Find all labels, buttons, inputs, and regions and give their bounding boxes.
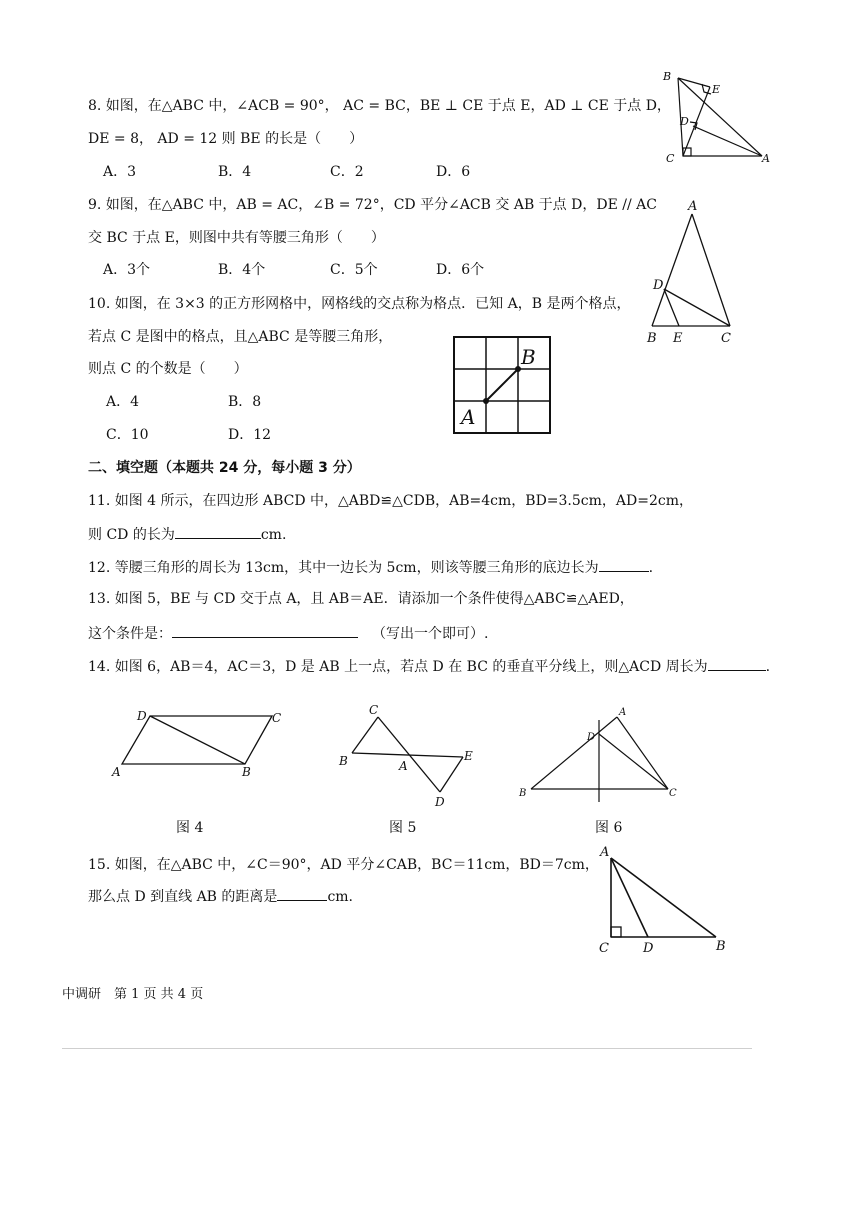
fig4-label-c: C <box>272 711 282 725</box>
q9-fig-label-c: C <box>721 331 731 346</box>
q8-option-a: A．3 <box>103 164 137 180</box>
q15-line1: 15. 如图，在△ABC 中，∠C＝90°，AD 平分∠CAB，BC＝11cm，BD＝7cm， <box>88 857 599 873</box>
q12-pre: 12. 等腰三角形的周长为 13cm，其中一边长为 5cm，则该等腰三角形的底边长为 <box>88 560 599 576</box>
q9-line2: 交 BC 于点 E，则图中共有等腰三角形（ ） <box>88 230 385 246</box>
q8-line1: 8. 如图，在△ABC 中，∠ACB = 90°， AC = BC，BE ⊥ CE 于点 E，AD ⊥ CE 于点 D， <box>88 98 671 114</box>
q9-fig-label-e: E <box>673 331 683 346</box>
q9-fig-label-b: B <box>647 331 657 346</box>
fig6-label-c: C <box>669 788 677 799</box>
fig4-caption: 图 4 <box>176 820 204 836</box>
q10-option-d: D．12 <box>228 427 272 443</box>
q13-line2-post: （写出一个即可）. <box>372 626 489 642</box>
page-divider <box>62 1048 752 1049</box>
q15-line2 <box>88 886 353 906</box>
q15-answer-blank[interactable] <box>277 886 327 901</box>
q9-line1: 9. 如图，在△ABC 中，AB = AC，∠B = 72°，CD 平分∠ACB 交 AB 于点 D，DE // AC <box>88 197 657 213</box>
q8-fig-label-b: B <box>663 70 672 83</box>
q8-fig-label-c: C <box>666 152 675 165</box>
q13-answer-blank[interactable] <box>172 623 358 638</box>
fig6-label-b: B <box>519 788 527 799</box>
q15-fig-label-c: C <box>599 941 609 956</box>
q14-line <box>88 656 770 676</box>
q11-line1: 11. 如图 4 所示，在四边形 ABCD 中，△ABD≌△CDB，AB=4cm，BD=3.5cm，AD=2cm， <box>88 493 693 509</box>
section-title-fill-in: 二、填空题（本题共 24 分，每小题 3 分） <box>88 460 361 476</box>
q8-fig-label-d: D <box>680 115 689 128</box>
q13-line2-pre: 这个条件是： <box>88 626 172 642</box>
fig5-label-b: B <box>339 754 348 768</box>
fig5-label-c: C <box>369 703 379 717</box>
q14-pre: 14. 如图 6，AB＝4，AC＝3，D 是 AB 上一点，若点 D 在 BC 的垂直平分线上，则△ACD 周长为 <box>88 659 708 675</box>
fig5-label-e: E <box>464 749 473 763</box>
q10-line3: 则点 C 的个数是（ ） <box>88 361 248 377</box>
q9-option-d: D．6个 <box>436 262 485 278</box>
fig6-label-a: A <box>619 707 627 718</box>
q10-option-c: C．10 <box>106 427 149 443</box>
q15-line2-post: cm. <box>327 889 354 905</box>
q11-line2 <box>88 524 286 544</box>
q8-fig-label-a: A <box>762 152 770 165</box>
fig5-label-a: A <box>399 759 408 773</box>
q8-line2: DE = 8， AD = 12 则 BE 的长是（ ） <box>88 131 364 147</box>
q11-line2-pre: 则 CD 的长为 <box>88 527 175 543</box>
q10-option-b: B．8 <box>228 394 262 410</box>
q8-fig-label-e: E <box>712 83 721 96</box>
q10-fig-label-a: A <box>461 405 476 429</box>
q10-line1: 10. 如图，在 3×3 的正方形网格中，网格线的交点称为格点．已知 A，B 是两个格点， <box>88 296 631 312</box>
q9-option-a: A．3个 <box>103 262 151 278</box>
fig4-label-a: A <box>112 765 121 779</box>
q14-post: . <box>765 659 771 675</box>
q9-fig-label-a: A <box>688 199 698 214</box>
fig4-label-b: B <box>242 765 251 779</box>
q9-option-b: B．4个 <box>218 262 266 278</box>
q15-fig-label-d: D <box>643 941 654 956</box>
q13-line1: 13. 如图 5，BE 与 CD 交于点 A，且 AB＝AE．请添加一个条件使得△ABC≌△AED， <box>88 591 634 607</box>
q9-option-c: C．5个 <box>330 262 378 278</box>
page-footer: 中调研 第 1 页 共 4 页 <box>62 987 204 1002</box>
q12-post: . <box>648 560 654 576</box>
fig6-caption: 图 6 <box>595 820 623 836</box>
q8-option-b: B．4 <box>218 164 252 180</box>
q11-line2-post: cm. <box>260 527 287 543</box>
q11-answer-blank[interactable] <box>175 524 261 539</box>
q13-line2 <box>88 623 488 643</box>
q15-fig-label-b: B <box>716 939 726 954</box>
q15-line2-pre: 那么点 D 到直线 AB 的距离是 <box>88 889 278 905</box>
q12-line <box>88 557 653 577</box>
q9-fig-label-d: D <box>653 278 664 293</box>
fig6-label-d: D <box>587 732 596 743</box>
fig5-caption: 图 5 <box>389 820 417 836</box>
q10-fig-label-b: B <box>521 345 536 369</box>
q12-answer-blank[interactable] <box>599 557 649 572</box>
q8-option-d: D．6 <box>436 164 471 180</box>
q10-line2: 若点 C 是图中的格点，且△ABC 是等腰三角形， <box>88 329 393 345</box>
q14-answer-blank[interactable] <box>708 656 766 671</box>
fig4-label-d: D <box>137 709 147 723</box>
fig5-label-d: D <box>435 795 445 809</box>
q10-option-a: A．4 <box>106 394 140 410</box>
q8-option-c: C．2 <box>330 164 364 180</box>
q15-fig-label-a: A <box>600 845 610 860</box>
